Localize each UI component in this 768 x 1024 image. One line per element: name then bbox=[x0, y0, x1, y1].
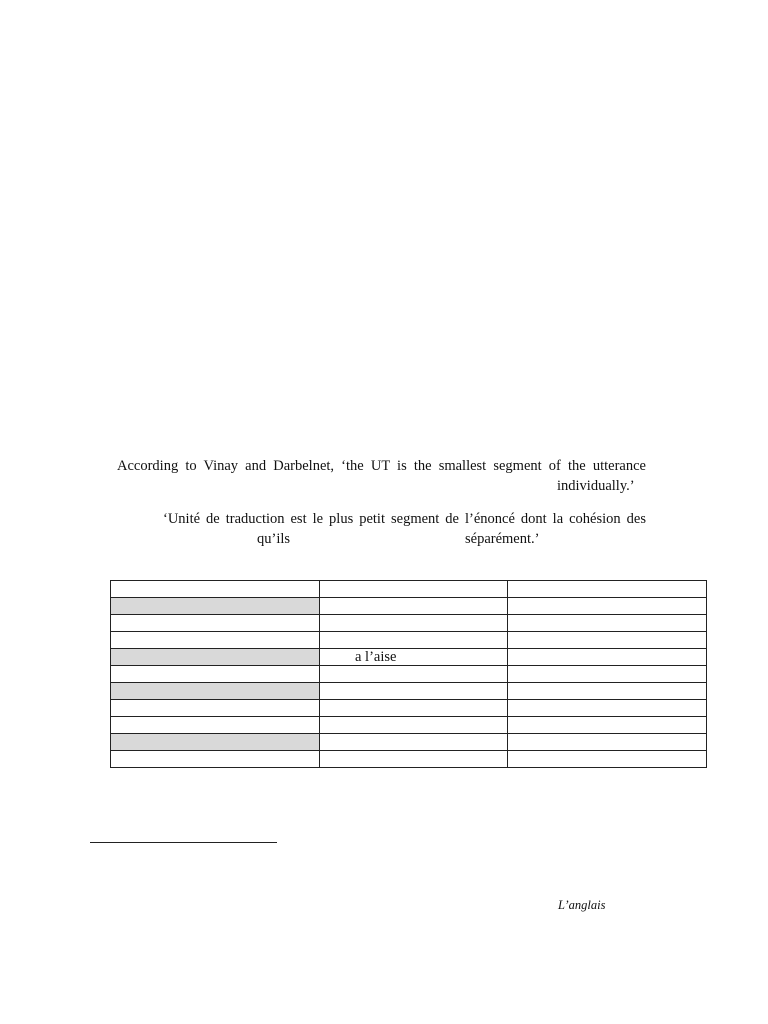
translation-units-table bbox=[110, 580, 707, 768]
quote-french-line-1: ‘Unité de traduction est le plus petit segment de l’énoncé dont la cohésion des bbox=[163, 511, 646, 527]
table-cell bbox=[320, 615, 508, 632]
table-cell bbox=[111, 615, 320, 632]
table-cell bbox=[508, 700, 707, 717]
quote-french-line-2-start: qu’ils bbox=[257, 531, 291, 547]
table-row bbox=[111, 717, 707, 734]
footnote-italic-text: L’anglais bbox=[558, 898, 606, 912]
table-row bbox=[111, 581, 707, 598]
table-cell bbox=[111, 581, 320, 598]
table-row bbox=[111, 598, 707, 615]
table-cell bbox=[320, 700, 508, 717]
table-cell bbox=[320, 581, 508, 598]
quote-english-line-2: individually.’ bbox=[557, 478, 635, 494]
table-row bbox=[111, 649, 707, 666]
table-cell bbox=[320, 717, 508, 734]
table-cell bbox=[320, 734, 508, 751]
table-cell bbox=[508, 683, 707, 700]
table-cell bbox=[111, 632, 320, 649]
table-cell bbox=[508, 717, 707, 734]
table-cell bbox=[320, 751, 508, 768]
table-cell bbox=[508, 632, 707, 649]
table-cell bbox=[508, 751, 707, 768]
table-cell: a l’aise bbox=[320, 649, 508, 666]
table-cell bbox=[320, 632, 508, 649]
table-cell bbox=[320, 598, 508, 615]
table-cell bbox=[111, 666, 320, 683]
table-cell bbox=[111, 598, 320, 615]
table-row bbox=[111, 666, 707, 683]
table-cell bbox=[111, 717, 320, 734]
table-cell bbox=[111, 683, 320, 700]
table-cell bbox=[111, 649, 320, 666]
table-row bbox=[111, 700, 707, 717]
table-cell bbox=[320, 666, 508, 683]
table-row bbox=[111, 751, 707, 768]
table-cell bbox=[508, 598, 707, 615]
quote-english-line-1: According to Vinay and Darbelnet, ‘the UT is the smallest segment of the utterance bbox=[117, 458, 646, 474]
table-cell bbox=[508, 734, 707, 751]
footnote-separator bbox=[90, 842, 277, 843]
table-row bbox=[111, 615, 707, 632]
table-cell bbox=[111, 700, 320, 717]
table-cell bbox=[111, 734, 320, 751]
table-row bbox=[111, 734, 707, 751]
table-cell bbox=[508, 649, 707, 666]
table-cell bbox=[320, 683, 508, 700]
table-row bbox=[111, 632, 707, 649]
quote-french-line-2-end: séparément.’ bbox=[465, 531, 540, 547]
table-cell bbox=[111, 751, 320, 768]
table-cell bbox=[508, 666, 707, 683]
table-row bbox=[111, 683, 707, 700]
table-cell bbox=[508, 581, 707, 598]
table-cell bbox=[508, 615, 707, 632]
